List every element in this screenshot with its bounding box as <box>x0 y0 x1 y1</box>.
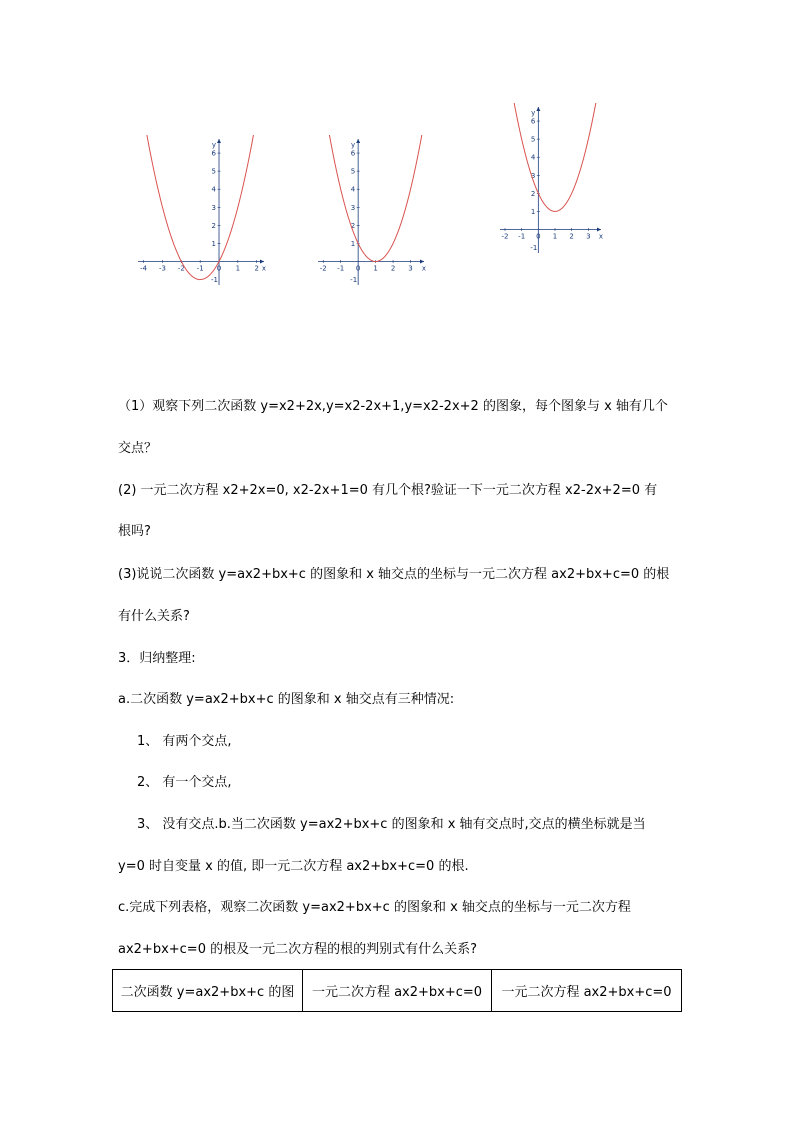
parabola-graph-1 <box>138 135 268 285</box>
y-tick-label: 1 <box>530 207 536 216</box>
x-axis-label: x <box>421 264 426 273</box>
parabola-graph-3 <box>500 103 605 253</box>
y-tick-label: 5 <box>211 167 217 176</box>
question-2-line-2: 根吗? <box>118 524 151 539</box>
table-header-cell: 一元二次方程 ax2+bx+c=0 <box>492 970 682 1012</box>
x-tick-label: 2 <box>569 232 574 241</box>
y-tick-label: 4 <box>211 185 217 194</box>
x-tick-label: -1 <box>518 232 526 241</box>
graph-2 <box>318 135 428 285</box>
graph-3 <box>500 103 605 253</box>
y-tick-label: 5 <box>530 135 536 144</box>
y-axis-arrow <box>217 139 221 143</box>
question-1-line-1: （1）观察下列二次函数 y=x2+2x,y=x2-2x+1,y=x2-2x+2 的图象，每个图象与 x 轴有几个 <box>118 399 668 414</box>
summary-c-line-1: c.完成下列表格，观察二次函数 y=ax2+bx+c 的图象和 x 轴交点的坐标与一元二次方程 <box>118 900 631 915</box>
y-axis-arrow <box>536 107 540 111</box>
x-tick-label: -4 <box>140 264 148 273</box>
y-tick-label: 3 <box>530 171 536 180</box>
y-tick-label: 3 <box>350 203 356 212</box>
comparison-table <box>112 969 682 1012</box>
question-3-line-2: 有什么关系? <box>118 609 190 624</box>
y-tick-label: 1 <box>350 239 356 248</box>
question-1-line-2: 交点？ <box>118 441 158 456</box>
y-tick-label-negative: -1 <box>211 276 219 285</box>
x-axis-arrow <box>260 260 264 264</box>
parabola-curve <box>318 135 428 262</box>
y-tick-label: 6 <box>530 117 536 126</box>
x-tick-label: 2 <box>390 264 396 273</box>
x-axis-arrow <box>420 260 424 264</box>
x-tick-label: -3 <box>159 264 166 273</box>
y-tick-label: 3 <box>211 203 217 212</box>
y-axis-label: y <box>211 141 217 149</box>
y-tick-label: 4 <box>530 153 536 162</box>
parabola-graph-2 <box>318 135 428 285</box>
x-tick-label: 3 <box>586 232 591 241</box>
y-tick-label: 2 <box>350 221 356 230</box>
y-tick-label: 6 <box>211 149 217 158</box>
x-tick-label: -2 <box>501 232 509 241</box>
x-tick-label: 1 <box>373 264 378 273</box>
question-3-line-1: (3)说说二次函数 y=ax2+bx+c 的图象和 x 轴交点的坐标与一元二次方程 ax2+bx+c=0 的根 <box>118 567 670 582</box>
y-tick-label: 6 <box>350 149 356 158</box>
graph-1 <box>138 135 268 285</box>
list-item-1: 1、 有两个交点, <box>137 734 232 749</box>
y-tick-label: 5 <box>350 167 356 176</box>
summary-a: a.二次函数 y=ax2+bx+c 的图象和 x 轴交点有三种情况: <box>118 692 455 707</box>
x-tick-label: 1 <box>235 264 241 273</box>
list-item-3: 3、 没有交点.b.当二次函数 y=ax2+bx+c 的图象和 x 轴有交点时,交点的横坐标就是当 <box>137 817 646 832</box>
x-tick-label: 2 <box>254 264 259 273</box>
table-header-row <box>113 970 682 1012</box>
y-tick-label: 4 <box>350 185 356 194</box>
x-axis-label: x <box>261 264 266 273</box>
x-tick-label: 0 <box>536 232 541 241</box>
summary-c-line-2: ax2+bx+c=0 的根及一元二次方程的根的判别式有什么关系? <box>118 942 478 957</box>
y-tick-label: 2 <box>530 189 536 198</box>
x-tick-label: -2 <box>177 264 185 273</box>
x-tick-label: 0 <box>216 264 222 273</box>
summary-b-line-2: y=0 时自变量 x 的值, 即一元二次方程 ax2+bx+c=0 的根. <box>118 859 469 874</box>
x-tick-label: -1 <box>337 264 345 273</box>
parabola-curve <box>500 103 605 211</box>
table-header-cell: 二次函数 y=ax2+bx+c 的图 <box>113 970 303 1012</box>
y-tick-label: 2 <box>211 221 217 230</box>
x-tick-label: 3 <box>408 264 413 273</box>
x-tick-label: 0 <box>355 264 361 273</box>
y-axis-label: y <box>531 109 536 117</box>
section-3-title: 3．归纳整理: <box>118 651 196 666</box>
y-axis-label: y <box>351 141 356 149</box>
list-item-2: 2、 有一个交点, <box>137 775 232 790</box>
x-tick-label: 1 <box>552 232 558 241</box>
question-2-line-1: (2) 一元二次方程 x2+2x=0, x2-2x+1=0 有几个根?验证一下一元二次方程 x2-2x+2=0 有 <box>118 483 658 498</box>
y-axis-arrow <box>356 139 360 143</box>
table-header-cell: 一元二次方程 ax2+bx+c=0 <box>303 970 492 1012</box>
y-tick-label-negative: -1 <box>350 276 358 285</box>
x-axis-arrow <box>597 228 601 232</box>
x-tick-label: -1 <box>196 264 204 273</box>
y-tick-label-negative: -1 <box>530 244 538 253</box>
x-tick-label: -2 <box>319 264 327 273</box>
y-tick-label: 1 <box>211 239 217 248</box>
parabola-curve <box>138 135 268 280</box>
x-axis-label: x <box>598 232 603 241</box>
